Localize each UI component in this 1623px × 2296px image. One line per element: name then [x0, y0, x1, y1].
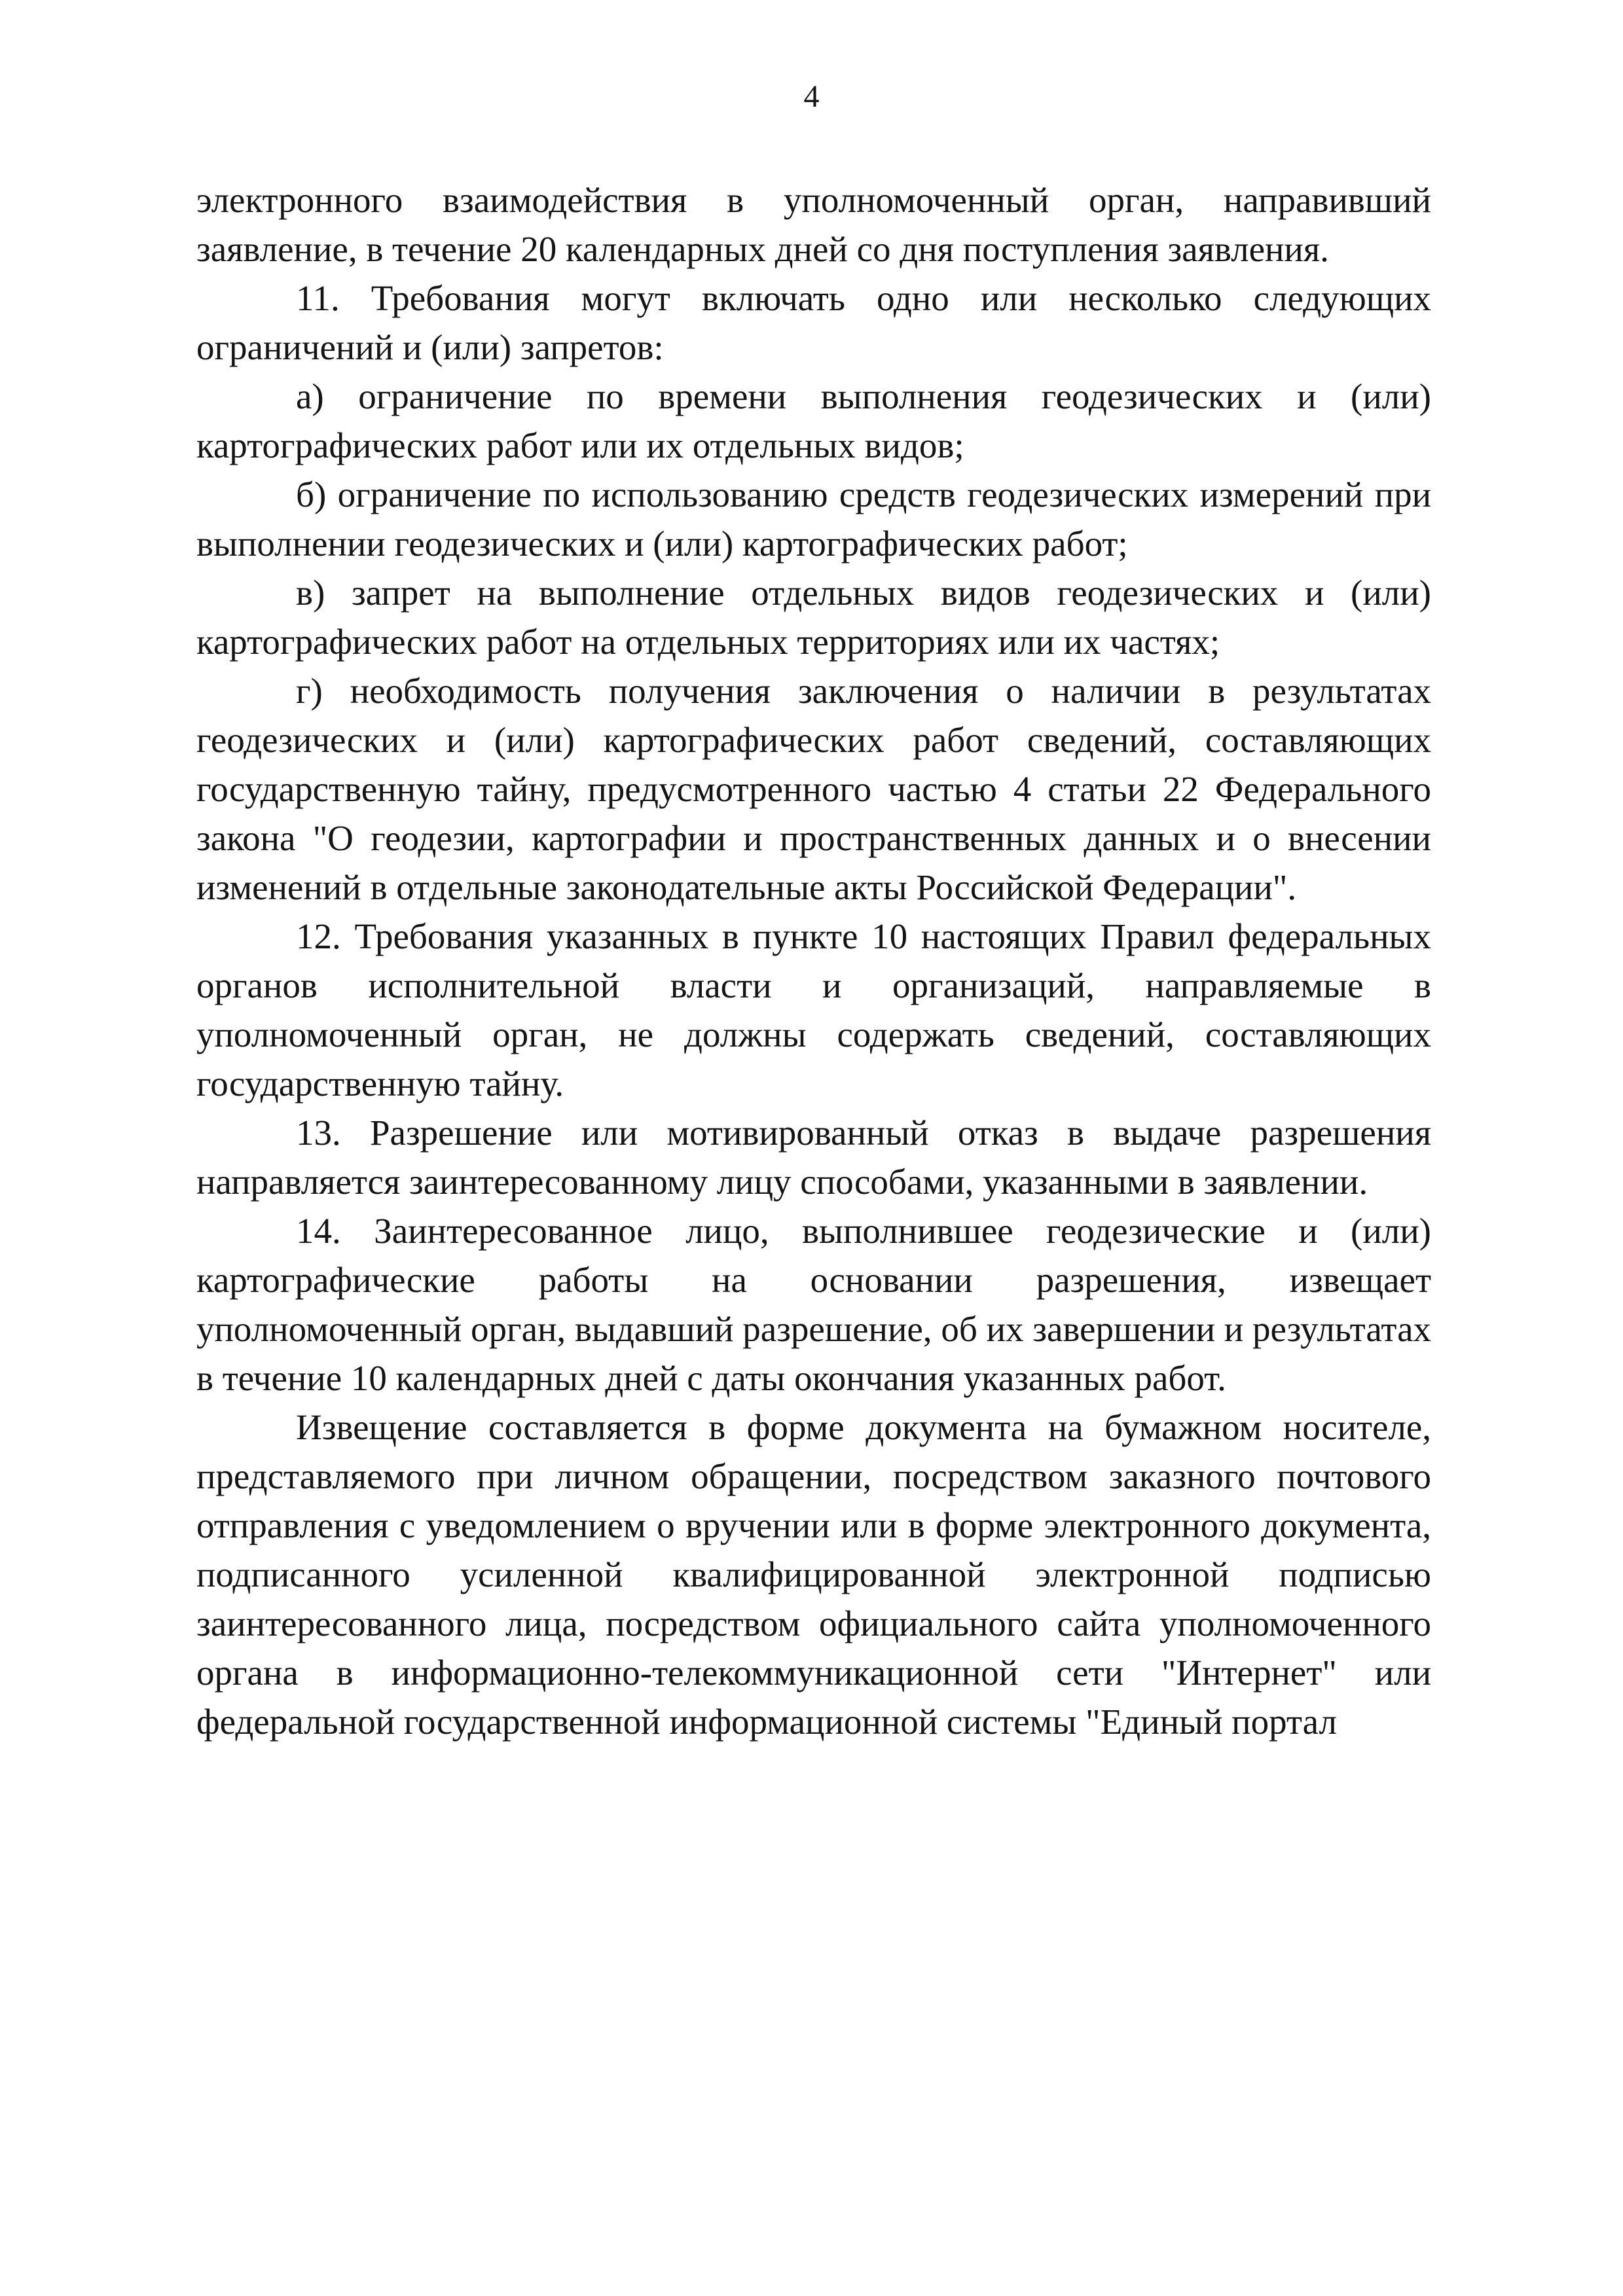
paragraph-item-11-a: а) ограничение по времени выполнения геодезических и (или) картографических работ или их отдельных видов; [196, 376, 1431, 465]
paragraph-item-14: 14. Заинтересованное лицо, выполнившее геодезические и (или) картографические работы на основании разрешения, извещает уполномоченный орган, выдавший разрешение, об их завершении и результатах в течение 10 календарных дней с даты окончания указанных работ. [196, 1211, 1431, 1398]
document-body [196, 175, 1431, 1746]
paragraph-item-11: 11. Требования могут включать одно или несколько следующих ограничений и (или) запретов: [196, 278, 1431, 367]
paragraph-notice: Извещение составляется в форме документа на бумажном носителе, представляемого при личном обращении, посредством заказного почтового отправления с уведомлением о вручении или в форме электронного документа, подписанного усиленной квалифицированной электронной подписью заинтересованного лица, посредством официального сайта уполномоченного органа в информационно-телекоммуникационной сети "Интернет" или федеральной государственной информационной системы "Единый портал [196, 1407, 1431, 1742]
paragraph-continuation: электронного взаимодействия в уполномоченный орган, направивший заявление, в течение 20 календарных дней со дня поступления заявления. [196, 180, 1431, 269]
paragraph-item-11-v: в) запрет на выполнение отдельных видов геодезических и (или) картографических работ на отдельных территориях или их частях; [196, 573, 1431, 662]
paragraph-item-11-b: б) ограничение по использованию средств геодезических измерений при выполнении геодезических и (или) картографических работ; [196, 475, 1431, 564]
paragraph-item-13: 13. Разрешение или мотивированный отказ в выдаче разрешения направляется заинтересованному лицу способами, указанными в заявлении. [196, 1113, 1431, 1202]
page-number: 4 [803, 79, 820, 114]
paragraph-item-11-g: г) необходимость получения заключения о наличии в результатах геодезических и (или) картографических работ сведений, составляющих государственную тайну, предусмотренного частью 4 статьи 22 Федерального закона "О геодезии, картографии и пространственных данных и о внесении изменений в отдельные законодательные акты Российской Федерации". [196, 671, 1431, 907]
paragraph-item-12: 12. Требования указанных в пункте 10 настоящих Правил федеральных органов исполнительной власти и организаций, направляемые в уполномоченный орган, не должны содержать сведений, составляющих государственную тайну. [196, 916, 1431, 1103]
